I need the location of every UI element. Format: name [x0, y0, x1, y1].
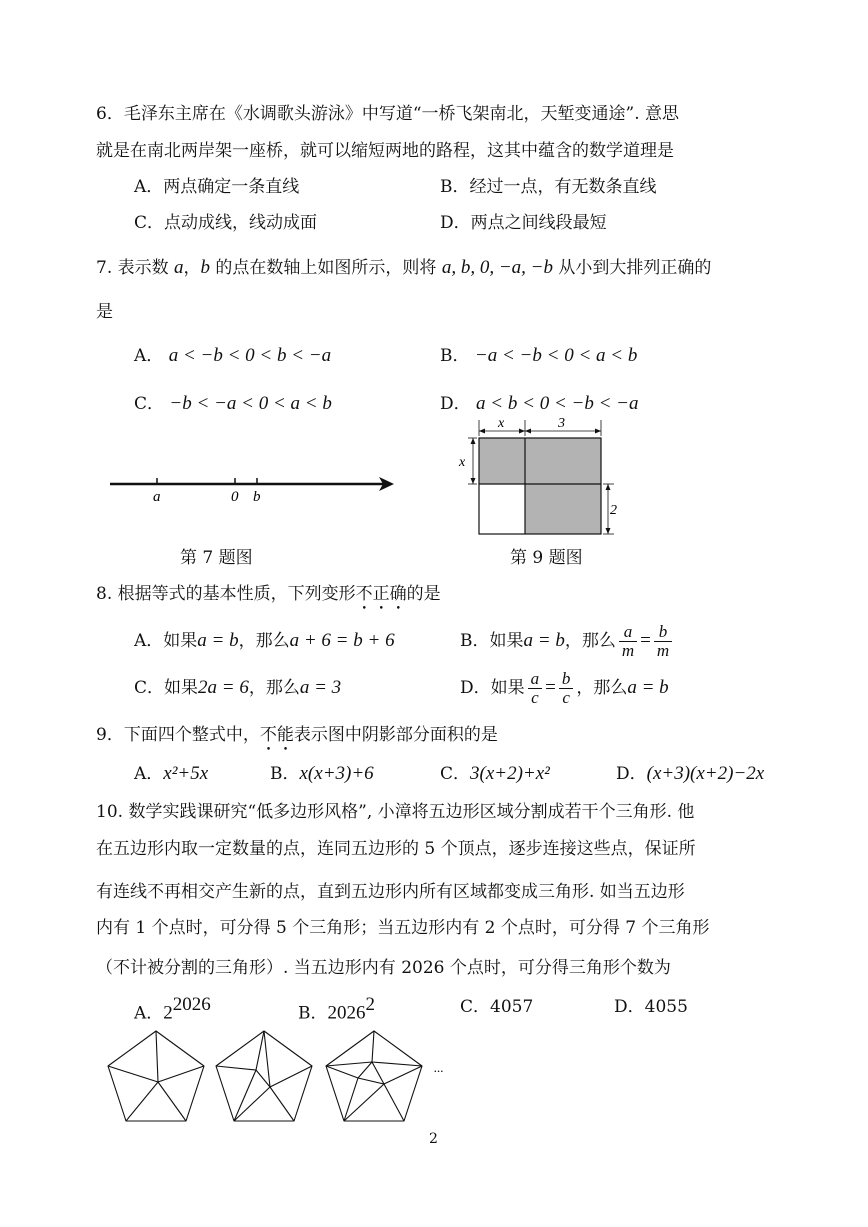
q9-option-a: A．x²+5x	[134, 763, 209, 784]
shaded-bottom-rect	[525, 484, 601, 534]
q10-option-b: B．2026$^2$	[298, 994, 375, 1024]
pentagon-3-points	[326, 1031, 422, 1121]
q9-option-c: C．3(x+2)+x²	[440, 763, 550, 784]
label-3: 3	[558, 416, 565, 431]
fraction-a-over-m: $\frac{a}{m}$	[619, 623, 637, 660]
q10-line5: （不计被分割的三角形）. 当五边形内有 2026 个点时，可分得三角形个数为	[96, 958, 671, 978]
q7-number-list: a, b, 0, −a, −b	[441, 257, 553, 278]
rectangle-figure	[452, 412, 622, 540]
fig9-caption: 第 9 题图	[510, 548, 583, 568]
q7-option-b: B． −a < −b < 0 < a < b	[440, 345, 638, 366]
label-x-left: x	[459, 455, 466, 470]
q9-stem: 9．下面四个整式中，不能表示图中阴影部分面积的是	[96, 725, 498, 745]
q8-stem: 8. 根据等式的基本性质，下列变形不正确的是	[96, 584, 441, 604]
q6-option-c: C．点动成线，线动成面	[134, 213, 318, 233]
q7-option-a: A． a < −b < 0 < b < −a	[134, 345, 332, 366]
label-b: b	[253, 489, 261, 505]
label-a: a	[153, 489, 161, 505]
q9-option-b: B．x(x+3)+6	[270, 763, 374, 784]
fraction-b-over-c: $\frac{b}{c}$	[559, 670, 574, 707]
shaded-top-rect	[525, 438, 601, 484]
label-0: 0	[231, 489, 239, 505]
fraction-b-over-m: $\frac{b}{m}$	[654, 623, 672, 660]
pentagon-figures	[100, 1022, 470, 1130]
q10-line1: 10. 数学实践课研究“低多边形风格”, 小漳将五边形区域分割成若干个三角形. 他	[96, 802, 695, 822]
q8-option-d: D．如果 $\frac{a}{c}$ = $\frac{b}{c}$ ，那么a = b	[460, 669, 669, 707]
label-x-top: x	[498, 416, 505, 431]
fraction-a-over-c: $\frac{a}{c}$	[528, 670, 543, 707]
pentagon-2-points	[216, 1031, 312, 1121]
number-line-figure	[100, 465, 400, 505]
q7-option-c: C． −b < −a < 0 < a < b	[134, 393, 332, 414]
q10-option-c: C．4057	[460, 997, 534, 1017]
q8-option-a: A．如果a = b，那么a + 6 = b + 6	[134, 630, 395, 651]
fig7-caption: 第 7 题图	[180, 548, 253, 568]
q7-stem-line1: 7. 表示数 a，b 的点在数轴上如图所示，则将 a, b, 0, −a, −b 从小到大排列正确的	[96, 257, 712, 278]
q8-option-b: B．如果a = b，那么 $\frac{a}{m}$ = $\frac{b}{m}$	[460, 620, 675, 662]
q6-stem-line2: 就是在南北两岸架一座桥，就可以缩短两地的路程，这其中蕴含的数学道理是	[96, 141, 674, 161]
label-2: 2	[610, 503, 617, 518]
q7-option-d: D． a < b < 0 < −b < −a	[440, 393, 639, 414]
q6-option-d: D．两点之间线段最短	[440, 213, 607, 233]
page-number: 2	[429, 1131, 438, 1147]
q6-stem-line1: 6．毛泽东主席在《水调歌头游泳》中写道“一桥飞架南北，天堑变通途”. 意思	[96, 104, 680, 124]
q10-option-a: A．$2^{2026}$	[134, 994, 211, 1024]
q9-option-d: D．(x+3)(x+2)−2x	[616, 763, 765, 784]
q8-option-c: C．如果2a = 6，那么a = 3	[134, 677, 342, 698]
q10-line2: 在五边形内取一定数量的点，连同五边形的 5 个顶点，逐步连接这些点，保证所	[96, 839, 696, 859]
q10-option-d: D．4055	[614, 997, 688, 1017]
q10-line3: 有连线不再相交产生新的点，直到五边形内所有区域都变成三角形. 如当五边形	[96, 882, 685, 902]
pentagon-1-point	[108, 1031, 204, 1121]
q6-option-a: A．两点确定一条直线	[134, 177, 300, 197]
figures-ellipsis: ...	[434, 1060, 444, 1075]
q6-option-b: B．经过一点，有无数条直线	[440, 177, 657, 197]
q10-line4: 内有 1 个点时，可分得 5 个三角形；当五边形内有 2 个点时，可分得 7 个三角形	[96, 918, 710, 938]
shaded-square	[479, 438, 525, 484]
q7-stem-line2: 是	[96, 302, 113, 322]
